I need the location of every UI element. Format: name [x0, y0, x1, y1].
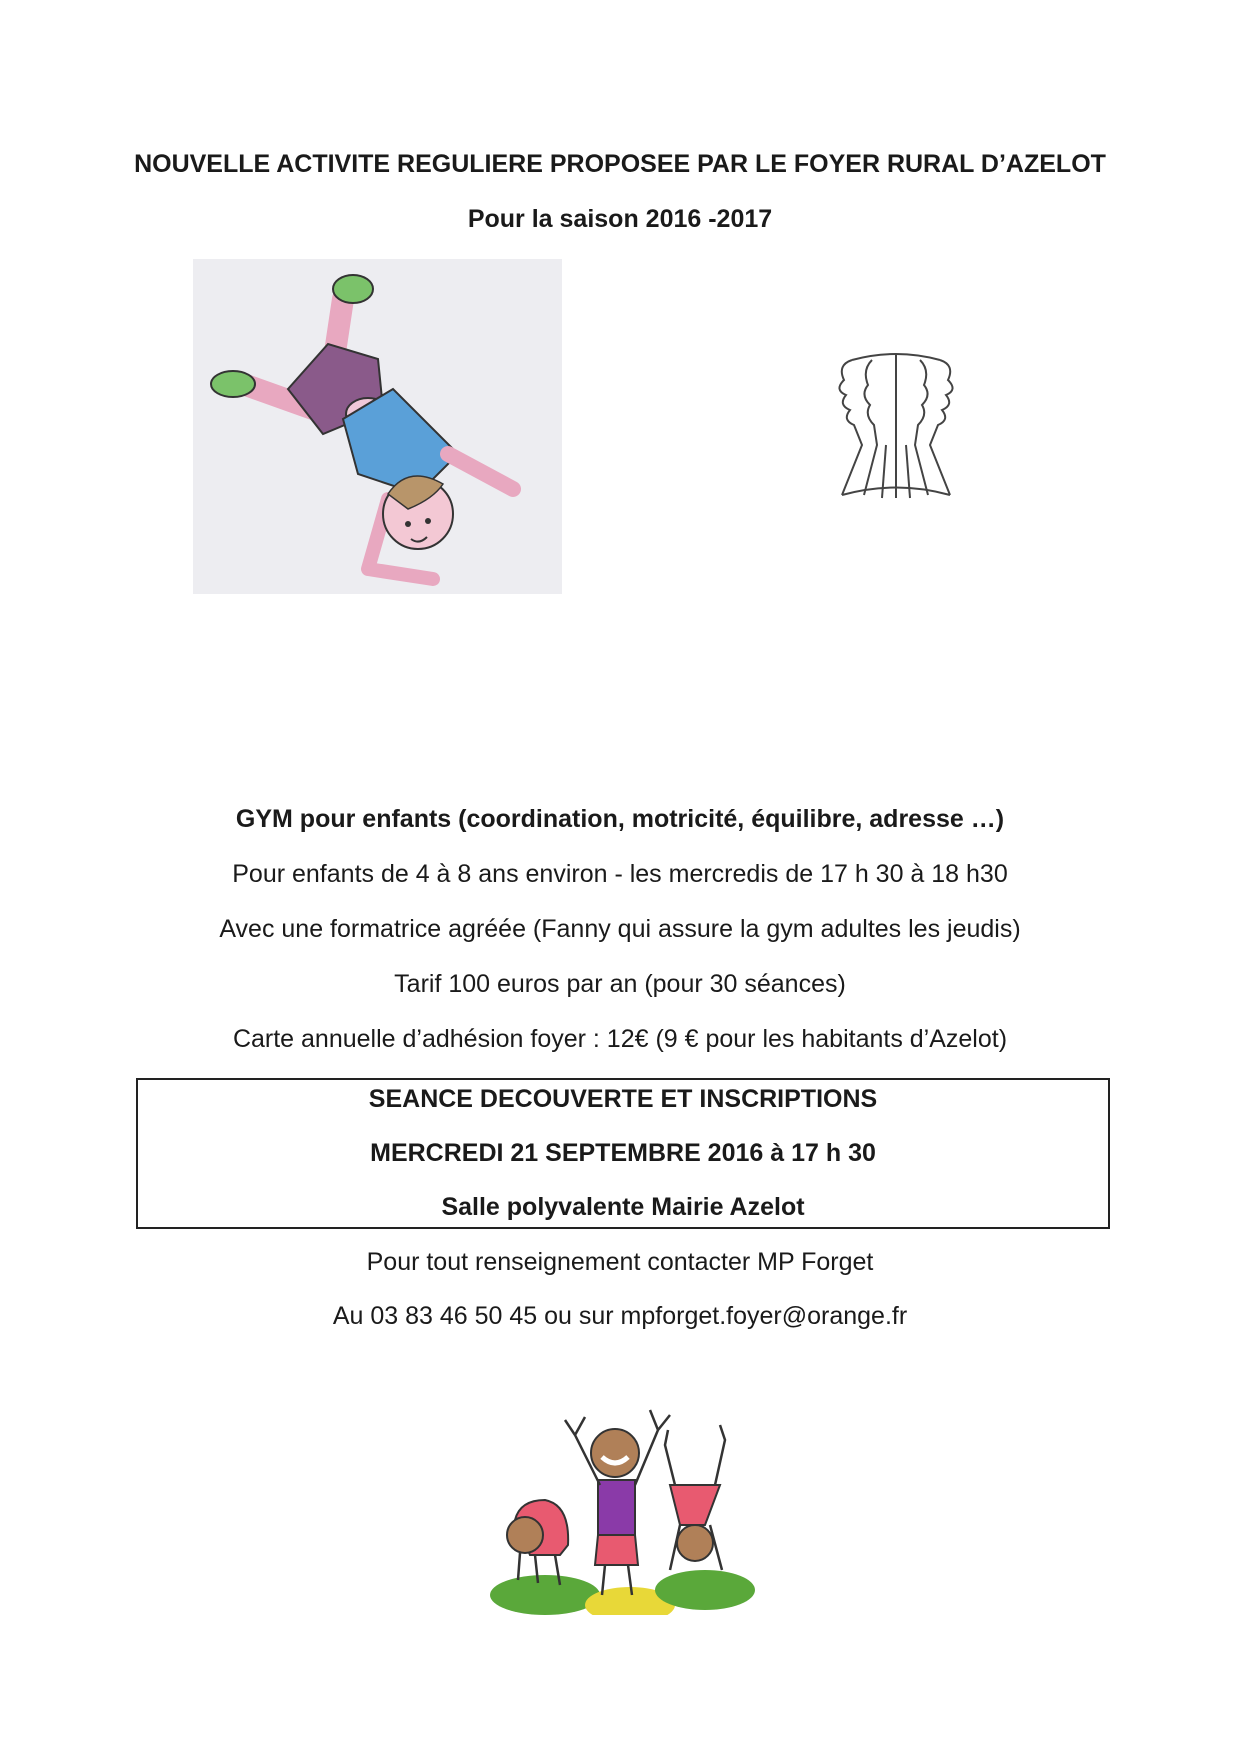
page-title: NOUVELLE ACTIVITE REGULIERE PROPOSEE PAR LE FOYER RURAL D’AZELOT [134, 150, 1106, 178]
contact-details: Au 03 83 46 50 45 ou sur mpforget.foyer@orange.fr [332, 1302, 908, 1330]
session-box [136, 1078, 1110, 1229]
contact-line: Pour tout renseignement contacter MP Forget [366, 1248, 874, 1276]
cartwheel-child-illustration [193, 259, 562, 594]
price-text: Tarif 100 euros par an (pour 30 séances) [394, 970, 846, 998]
playing-children-illustration [490, 1405, 760, 1615]
foyer-rural-logo [832, 350, 960, 500]
season-subtitle: Pour la saison 2016 -2017 [467, 205, 773, 233]
membership-text: Carte annuelle d’adhésion foyer : 12€ (9 € pour les habitants d’Azelot) [232, 1025, 1008, 1053]
session-location: Salle polyvalente Mairie Azelot [441, 1193, 805, 1221]
session-title: SEANCE DECOUVERTE ET INSCRIPTIONS [368, 1085, 878, 1113]
trainer-text: Avec une formatrice agréée (Fanny qui assure la gym adultes les jeudis) [219, 915, 1021, 943]
age-schedule-text: Pour enfants de 4 à 8 ans environ - les mercredis de 17 h 30 à 18 h30 [232, 860, 1008, 888]
activity-heading: GYM pour enfants (coordination, motricité, équilibre, adresse …) [235, 805, 1005, 833]
session-date: MERCREDI 21 SEPTEMBRE 2016 à 17 h 30 [370, 1139, 876, 1167]
